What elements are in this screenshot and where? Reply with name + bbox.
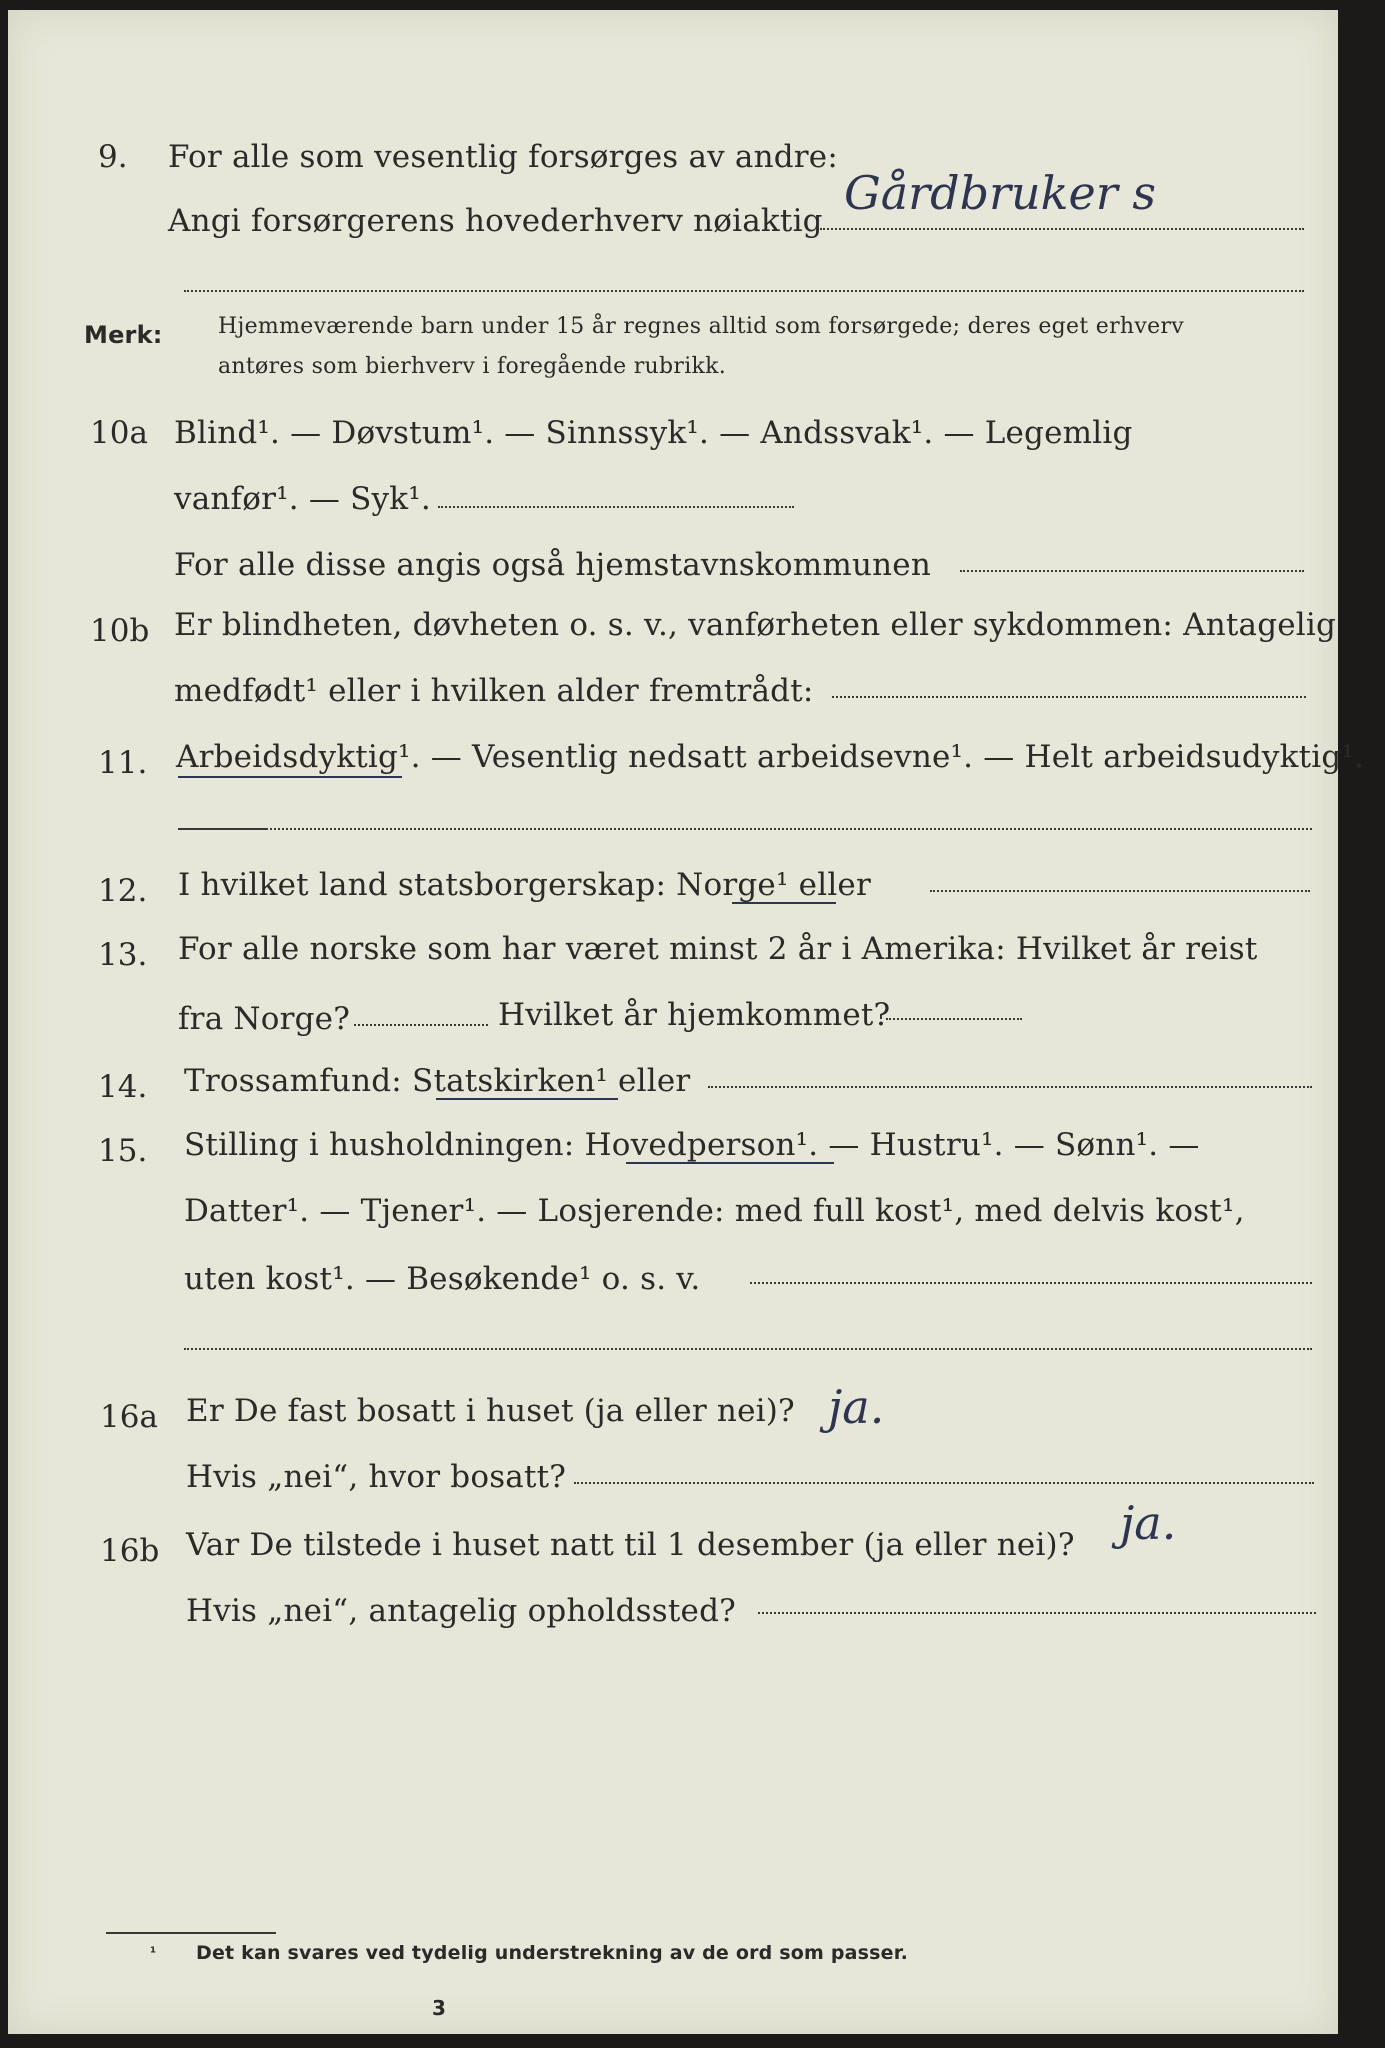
q10b-number: 10b xyxy=(90,613,150,649)
q16a-answer-line xyxy=(574,1482,1314,1484)
q16b-line2: Hvis „nei“, antagelig opholdssted? xyxy=(186,1593,736,1629)
q16b-line1: Var De tilstede i huset natt til 1 desember (ja eller nei)? xyxy=(186,1527,1075,1563)
q10b-line2: medfødt¹ eller i hvilken alder fremtrådt: xyxy=(174,673,814,709)
q12-line1: I hvilket land statsborgerskap: Norge¹ eller xyxy=(178,867,871,903)
q16a-handwritten-answer: ja. xyxy=(828,1380,885,1434)
q10b-answer-line xyxy=(832,696,1306,698)
q13-hjemkommet-line xyxy=(886,1018,1022,1020)
q14-underline-statskirken xyxy=(436,1098,618,1100)
q11-underline-arbeidsdyktig xyxy=(178,776,402,778)
q12-answer-line xyxy=(930,890,1310,892)
q13-number: 13. xyxy=(98,937,148,973)
q16b-number: 16b xyxy=(100,1533,160,1569)
q13-line2a: fra Norge? xyxy=(178,1001,351,1037)
q15-line2: Datter¹. — Tjener¹. — Losjerende: med full kost¹, med delvis kost¹, xyxy=(184,1193,1245,1229)
q10b-line1: Er blindheten, døvheten o. s. v., vanførheten eller sykdommen: Antagelig xyxy=(174,607,1337,643)
q11-number: 11. xyxy=(98,745,148,781)
footnote-mark: ¹ xyxy=(150,1945,157,1961)
q9-line2: Angi forsørgerens hovederhverv nøiaktig xyxy=(168,203,823,239)
q11-answer-line xyxy=(270,828,1312,830)
q10a-line1: Blind¹. — Døvstum¹. — Sinnssyk¹. — Andssvak¹. — Legemlig xyxy=(174,415,1133,451)
q15-underline-hovedperson xyxy=(626,1162,834,1164)
q15-line3: uten kost¹. — Besøkende¹ o. s. v. xyxy=(184,1261,701,1297)
q16a-line2: Hvis „nei“, hvor bosatt? xyxy=(186,1459,567,1495)
q15-number: 15. xyxy=(98,1133,148,1169)
q9-answer-line xyxy=(820,228,1304,230)
q13-reist-line xyxy=(354,1024,488,1026)
q10a-hjemstavn-line xyxy=(960,570,1304,572)
merk-label: Merk: xyxy=(84,321,163,349)
q12-underline-norge xyxy=(732,902,836,904)
q15-answer-line xyxy=(750,1282,1312,1284)
q10a-syk-line xyxy=(438,506,794,508)
q9-handwritten-answer: Gårdbruker s xyxy=(844,166,1156,220)
footnote-text: Det kan svares ved tydelig understrekning av de ord som passer. xyxy=(196,1942,909,1964)
q14-number: 14. xyxy=(98,1069,148,1105)
q13-line1: For alle norske som har været minst 2 år i Amerika: Hvilket år reist xyxy=(178,931,1258,967)
q16a-line1: Er De fast bosatt i huset (ja eller nei)? xyxy=(186,1393,795,1429)
q16a-number: 16a xyxy=(100,1399,158,1435)
q10a-line2: vanfør¹. — Syk¹. xyxy=(174,481,431,517)
merk-line2: antøres som bierhverv i foregående rubrikk. xyxy=(218,354,727,379)
q11-line1: Arbeidsdyktig¹. — Vesentlig nedsatt arbeidsevne¹. — Helt arbeidsudyktig¹. xyxy=(176,739,1365,775)
footnote-rule xyxy=(106,1932,276,1934)
q9-second-answer-line xyxy=(184,290,1304,292)
q12-number: 12. xyxy=(98,873,148,909)
q13-line2b: Hvilket år hjemkommet? xyxy=(498,997,891,1033)
q15-line1: Stilling i husholdningen: Hovedperson¹. — Hustru¹. — Sønn¹. — xyxy=(184,1127,1200,1163)
census-form-page xyxy=(8,10,1365,2034)
q14-line1: Trossamfund: Statskirken¹ eller xyxy=(184,1063,691,1099)
q10a-number: 10a xyxy=(90,415,148,451)
q15-second-answer-line xyxy=(184,1348,1312,1350)
q9-number: 9. xyxy=(98,139,128,175)
q11-answer-solid-line xyxy=(178,828,268,830)
q10a-line3: For alle disse angis også hjemstavnskommunen xyxy=(174,547,931,583)
page-number: 3 xyxy=(432,1996,447,2020)
q16b-handwritten-answer: ja. xyxy=(1120,1496,1177,1550)
q14-answer-line xyxy=(708,1086,1312,1088)
q16b-answer-line xyxy=(758,1612,1316,1614)
merk-line1: Hjemmeværende barn under 15 år regnes alltid som forsørgede; deres eget erhverv xyxy=(218,314,1184,339)
q9-line1: For alle som vesentlig forsørges av andre: xyxy=(168,139,838,175)
